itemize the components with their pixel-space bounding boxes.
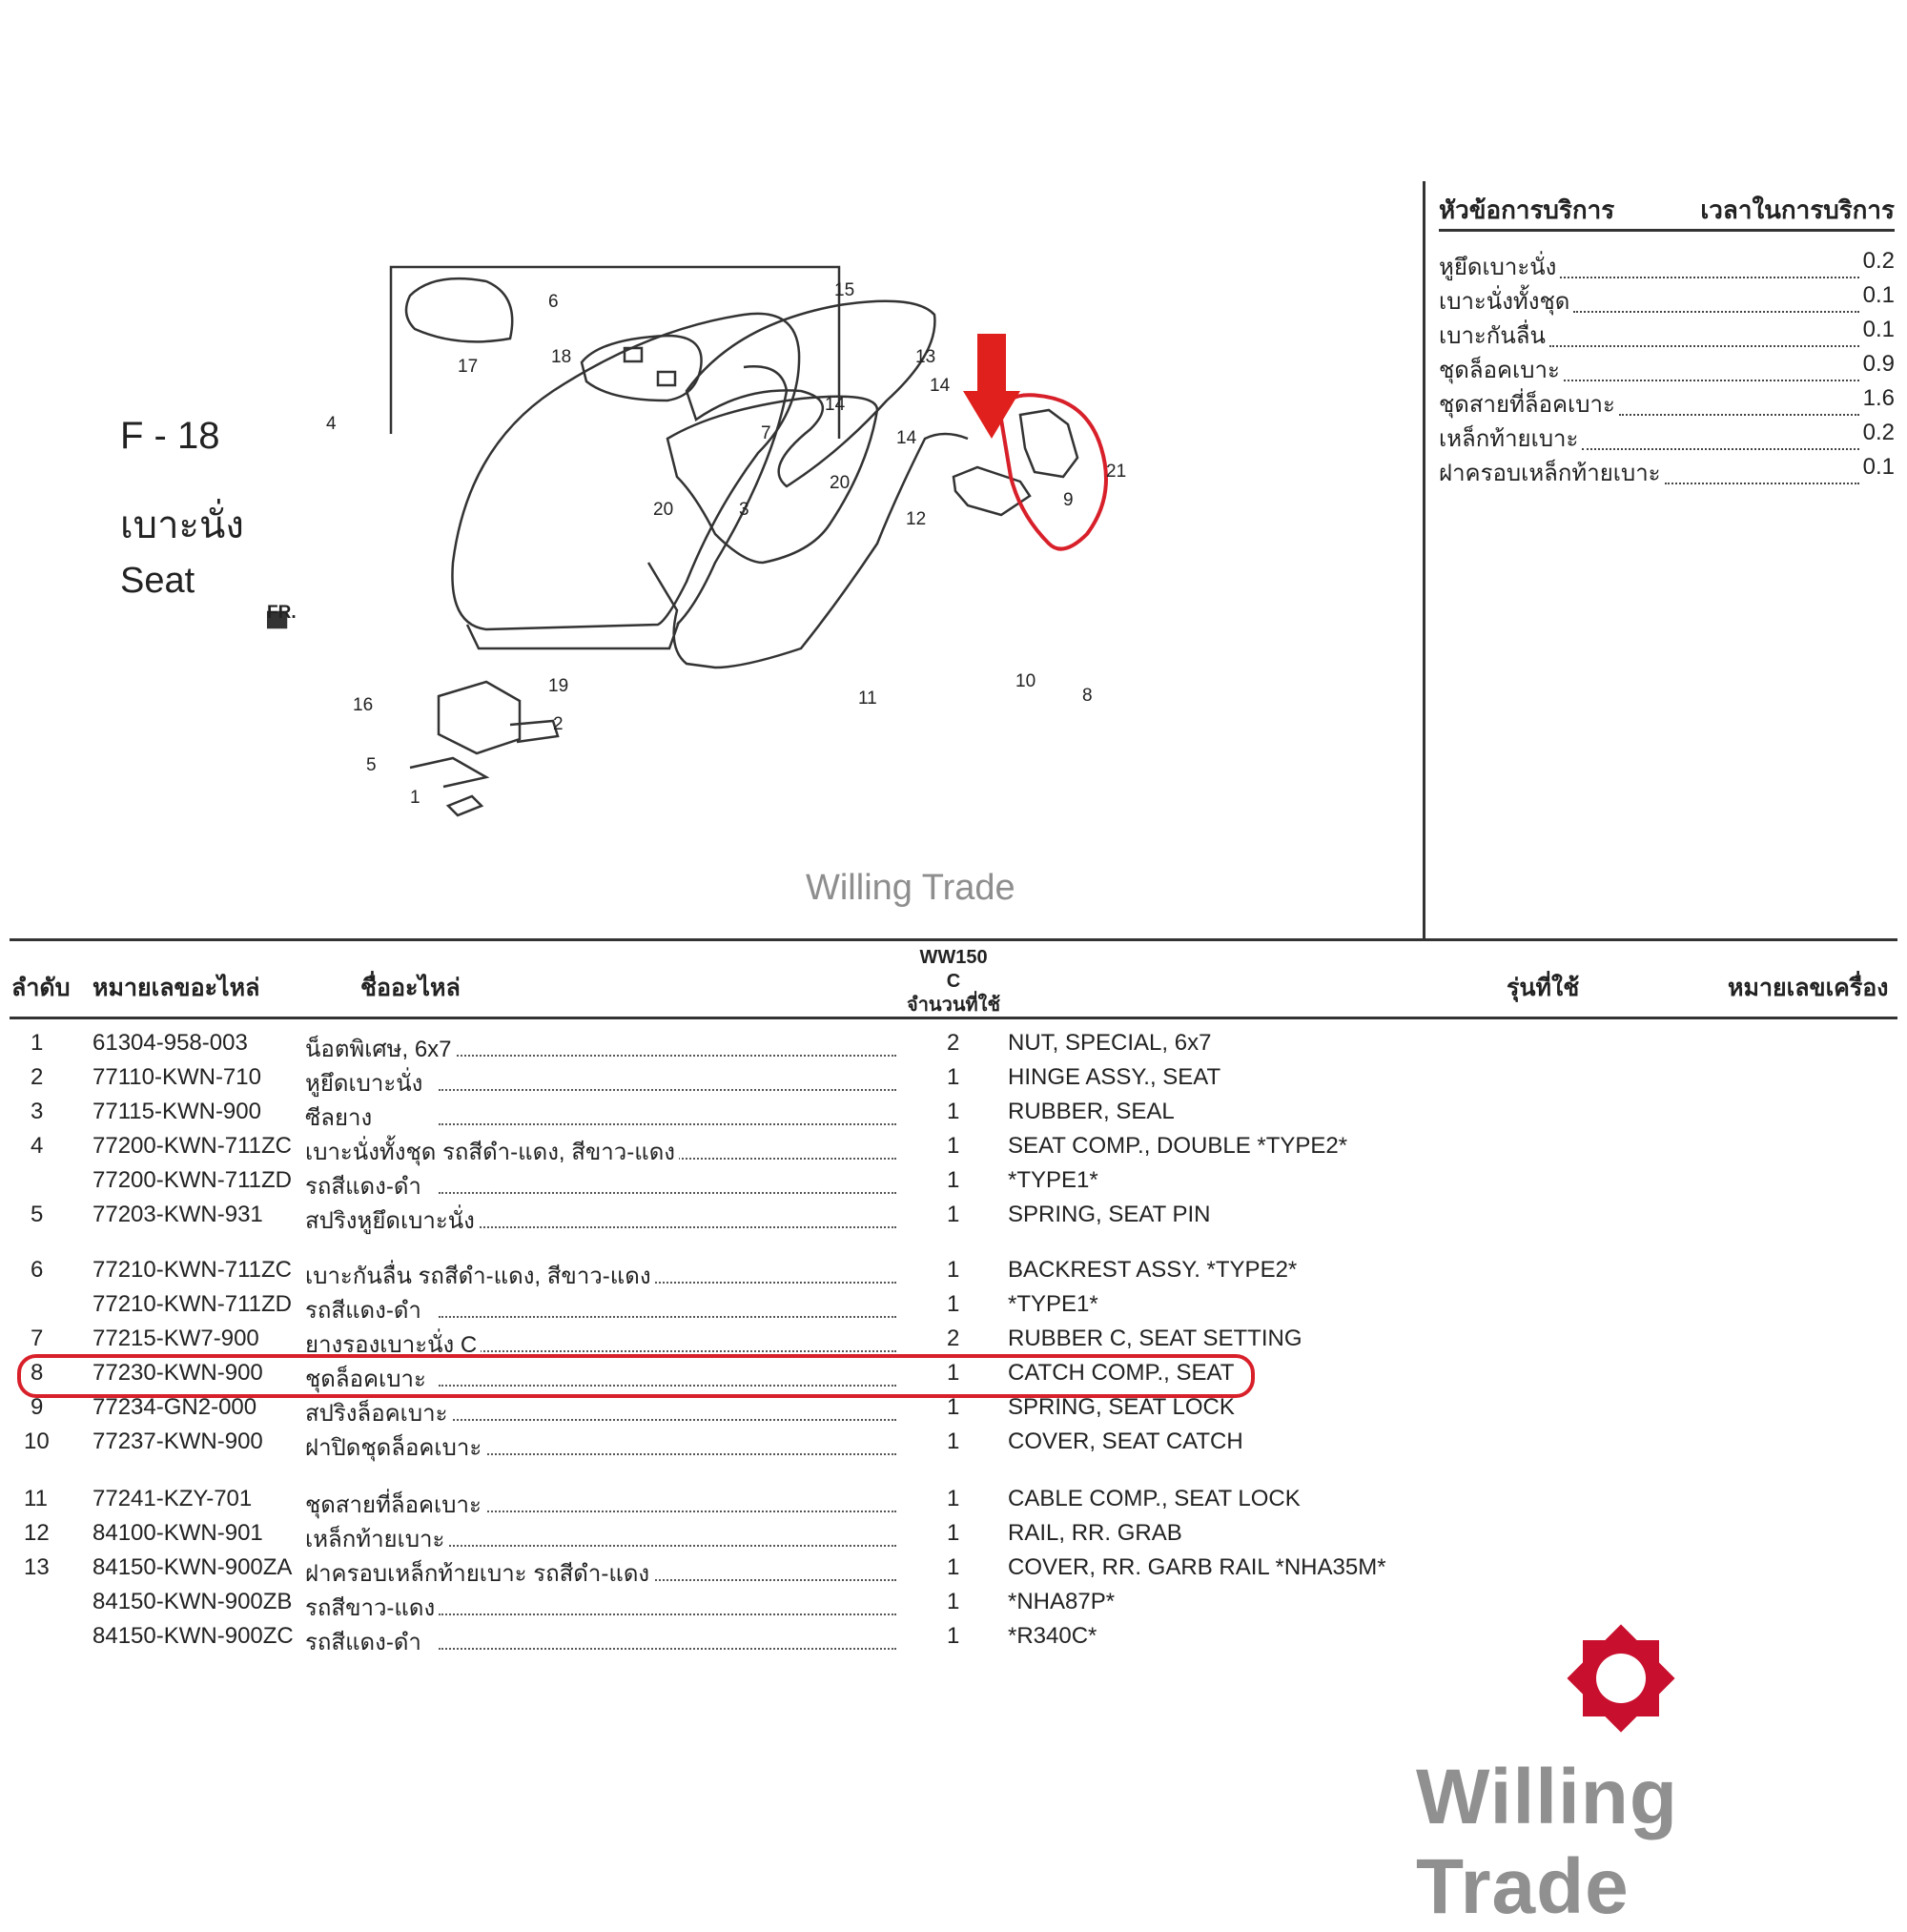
col-header-part-name: ชื่ออะไหล่	[360, 975, 461, 1001]
figure-code: F - 18	[120, 415, 220, 457]
svg-text:10: 10	[1015, 671, 1036, 691]
table-row: 9 77234-GN2-000 สปริงล็อคเบาะ 1 SPRING, SEAT LOCK	[0, 1394, 1907, 1428]
row-8-highlight	[17, 1354, 1255, 1398]
svg-text:20: 20	[653, 500, 674, 520]
svg-text:20: 20	[830, 473, 851, 493]
diagram-watermark: Willing Trade	[806, 868, 1015, 908]
svg-text:4: 4	[326, 414, 337, 434]
table-row: 7 77215-KW7-900 ยางรองเบาะนั่ง C 2 RUBBER C, SEAT SETTING	[0, 1326, 1907, 1360]
col-header-applied-model: รุ่นที่ใช้	[1507, 975, 1580, 1001]
table-top-rule	[10, 938, 1897, 941]
service-header-topic: หัวข้อการบริการ	[1439, 195, 1615, 224]
service-header	[1439, 191, 1895, 232]
table-header-rule	[10, 1017, 1897, 1019]
svg-text:11: 11	[858, 689, 877, 709]
svg-text:8: 8	[1082, 686, 1093, 706]
table-row: 77200-KWN-711ZD รถสีแดง-ดำ 1 *TYPE1*	[0, 1167, 1907, 1202]
table-row: 2 77110-KWN-710 หูยึดเบาะนั่ง 1 HINGE ASSY., SEAT	[0, 1064, 1907, 1099]
svg-text:16: 16	[353, 695, 374, 715]
service-header-time: เวลาในการบริการ	[1700, 195, 1895, 224]
service-item: ชุดล็อคเบาะ 0.9	[1439, 351, 1895, 383]
service-item: เบาะกันลื่น 0.1	[1439, 317, 1895, 349]
svg-text:13: 13	[915, 347, 936, 367]
table-row: 5 77203-KWN-931 สปริงหูยึดเบาะนั่ง 1 SPRING, SEAT PIN	[0, 1202, 1907, 1236]
table-row: 3 77115-KWN-900 ซีลยาง 1 RUBBER, SEAL	[0, 1099, 1907, 1133]
figure-title-english: Seat	[120, 561, 195, 601]
svg-text:9: 9	[1063, 490, 1074, 510]
svg-text:3: 3	[739, 500, 749, 520]
svg-text:12: 12	[906, 509, 927, 529]
table-row: 77210-KWN-711ZD รถสีแดง-ดำ 1 *TYPE1*	[0, 1291, 1907, 1326]
svg-text:14: 14	[896, 428, 917, 448]
willing-trade-logo-icon	[1545, 1602, 1697, 1755]
col-header-part-number: หมายเลขอะไหล่	[92, 975, 260, 1001]
svg-text:15: 15	[834, 280, 855, 300]
table-row: 6 77210-KWN-711ZC เบาะกันลื่น รถสีดำ-แดง, สีขาว-แดง 1 BACKREST ASSY. *TYPE2*	[0, 1257, 1907, 1291]
table-row: 10 77237-KWN-900 ฝาปิดชุดล็อคเบาะ 1 COVER, SEAT CATCH	[0, 1428, 1907, 1463]
svg-text:18: 18	[551, 347, 572, 367]
svg-text:17: 17	[458, 357, 479, 377]
service-item: เหล็กท้ายเบาะ 0.2	[1439, 420, 1895, 452]
figure-title-thai: เบาะนั่ง	[120, 504, 244, 546]
col-header-model: WW150 C จำนวนที่ใช้	[906, 947, 1001, 1016]
service-time-panel	[1423, 181, 1902, 939]
table-row: 1 61304-958-003 น็อตพิเศษ, 6x7 2 NUT, SPECIAL, 6x7	[0, 1030, 1907, 1064]
svg-text:1: 1	[410, 788, 420, 808]
service-item: หูยึดเบาะนั่ง 0.2	[1439, 248, 1895, 280]
table-row: 84150-KWN-900ZB รถสีขาว-แดง 1 *NHA87P*	[0, 1589, 1907, 1623]
table-row: 12 84100-KWN-901 เหล็กท้ายเบาะ 1 RAIL, RR. GRAB	[0, 1520, 1907, 1554]
service-item: ชุดสายที่ล็อคเบาะ 1.6	[1439, 385, 1895, 418]
table-row: 84150-KWN-900ZC รถสีแดง-ดำ 1 *R340C*	[0, 1623, 1907, 1657]
svg-text:2: 2	[553, 714, 564, 734]
svg-text:5: 5	[366, 755, 377, 775]
table-row: 11 77241-KZY-701 ชุดสายที่ล็อคเบาะ 1 CABLE COMP., SEAT LOCK	[0, 1486, 1907, 1520]
svg-text:14: 14	[825, 395, 846, 415]
col-header-no: ลำดับ	[11, 975, 71, 1001]
exploded-parts-diagram	[267, 248, 1430, 896]
svg-text:7: 7	[761, 423, 771, 443]
willing-trade-watermark: Willing Trade	[1416, 1754, 1678, 1930]
col-header-frame-number: หมายเลขเครื่อง	[1728, 975, 1889, 1001]
table-row: 4 77200-KWN-711ZC เบาะนั่งทั้งชุด รถสีดำ-แดง, สีขาว-แดง 1 SEAT COMP., DOUBLE *TYPE2*	[0, 1133, 1907, 1167]
svg-text:FR.: FR.	[267, 603, 297, 623]
service-item: เบาะนั่งทั้งชุด 0.1	[1439, 282, 1895, 315]
svg-text:21: 21	[1106, 462, 1127, 482]
svg-text:19: 19	[548, 676, 569, 696]
service-item: ฝาครอบเหล็กท้ายเบาะ 0.1	[1439, 454, 1895, 486]
table-row: 13 84150-KWN-900ZA ฝาครอบเหล็กท้ายเบาะ รถสีดำ-แดง 1 COVER, RR. GARB RAIL *NHA35M*	[0, 1554, 1907, 1589]
svg-text:14: 14	[930, 376, 951, 396]
svg-text:6: 6	[548, 292, 559, 312]
table-row-highlighted: 8 77230-KWN-900 ชุดล็อคเบาะ 1 CATCH COMP., SEAT	[0, 1360, 1907, 1394]
